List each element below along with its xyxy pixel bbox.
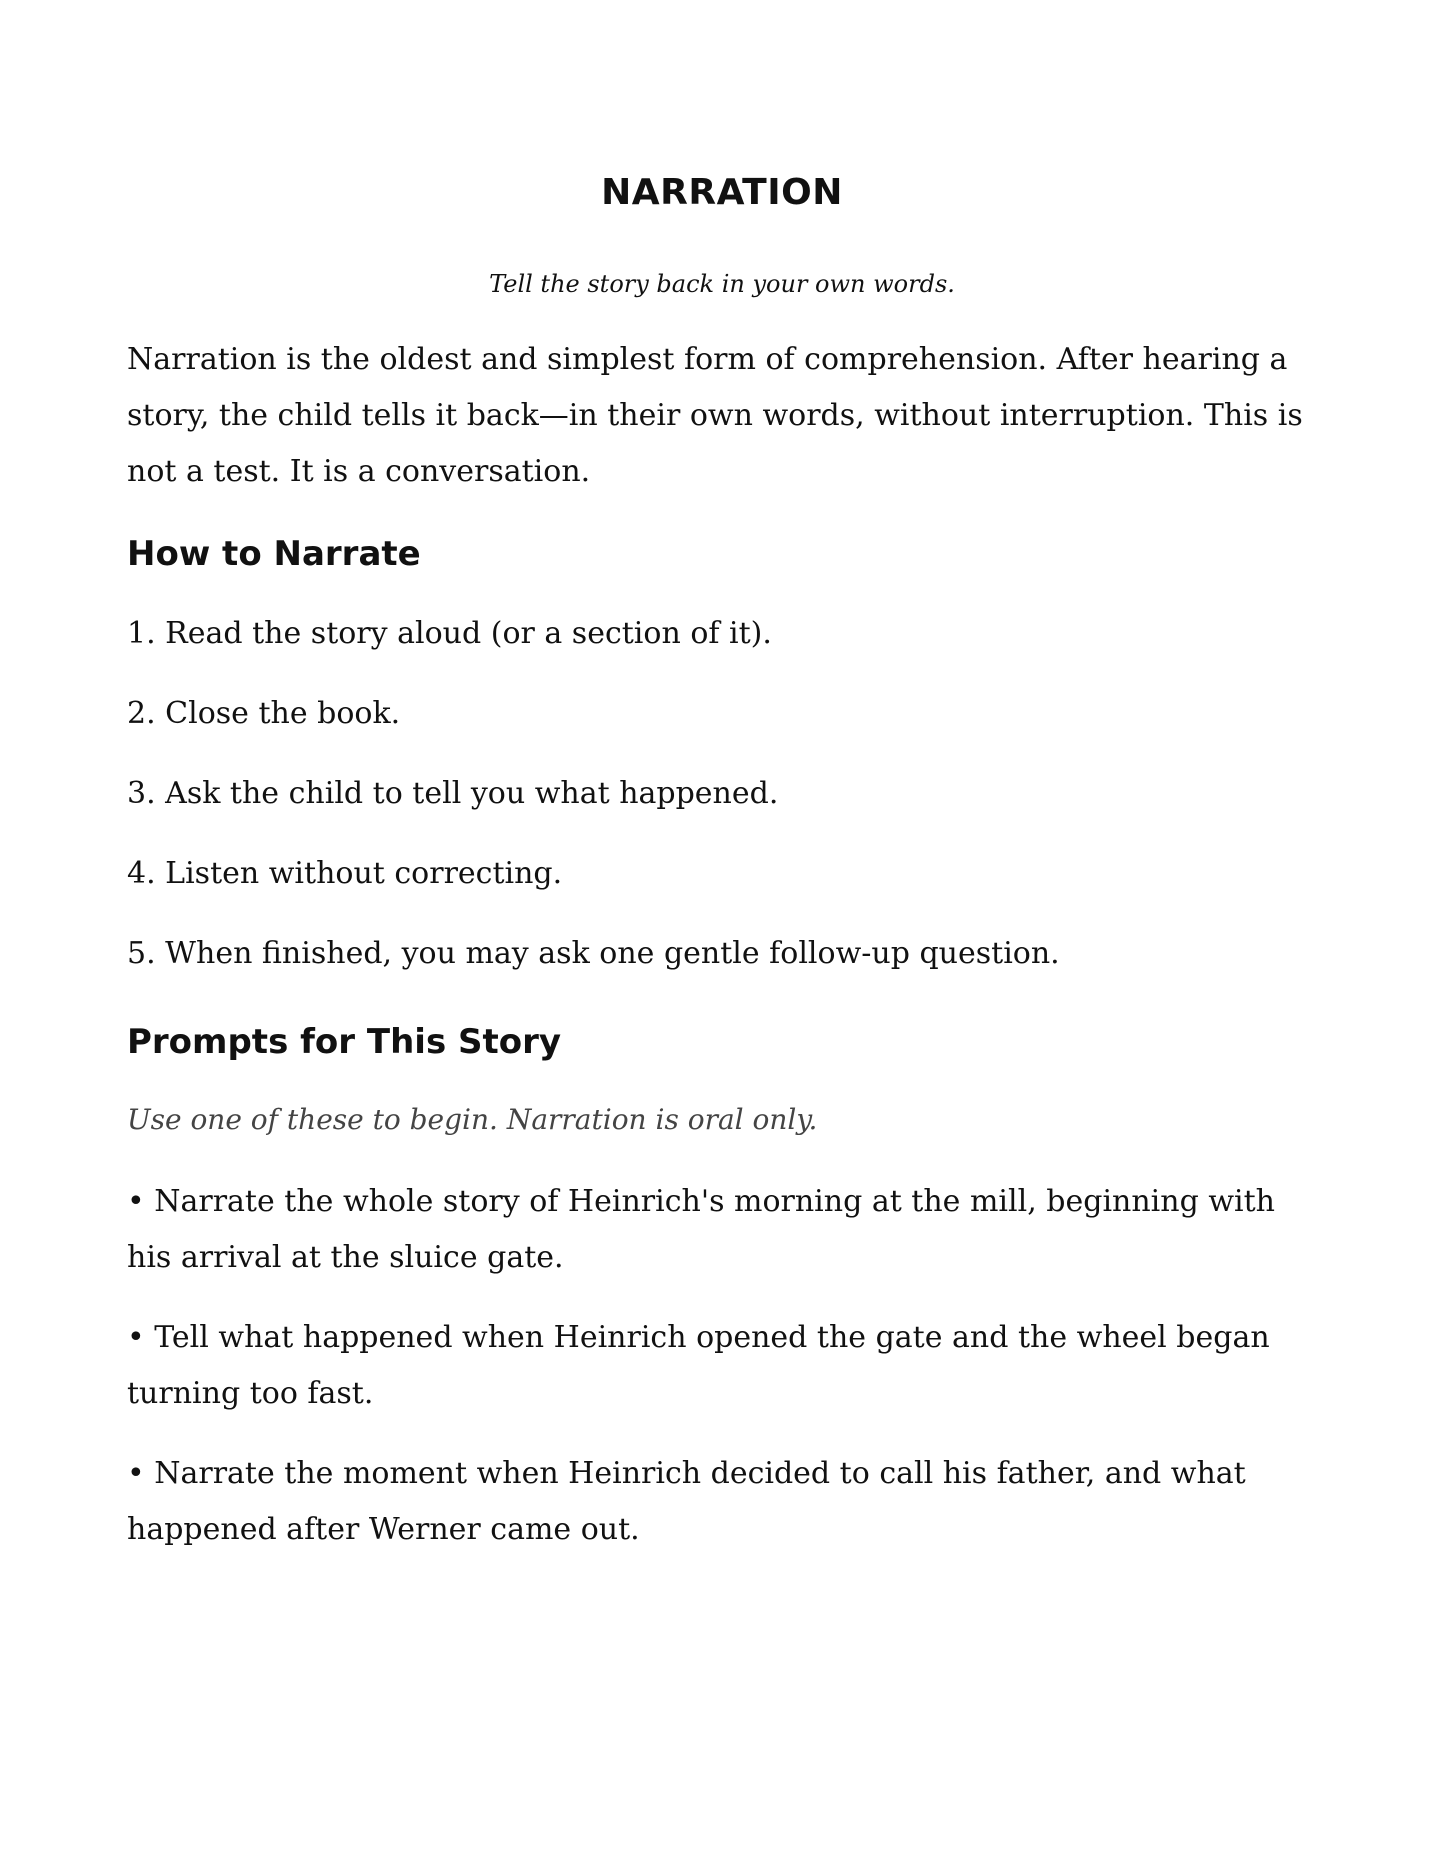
step-item: 4. Listen without correcting. bbox=[127, 856, 563, 891]
how-to-heading: How to Narrate bbox=[127, 534, 421, 574]
prompts-list bbox=[127, 1174, 1317, 1582]
step-item: 1. Read the story aloud (or a section of it). bbox=[127, 616, 772, 651]
steps-list bbox=[127, 612, 1317, 1012]
page-subtitle: Tell the story back in your own words. bbox=[489, 270, 955, 298]
step-item: 5. When finished, you may ask one gentle follow-up question. bbox=[127, 936, 1060, 971]
prompt-item: • Narrate the moment when Heinrich decided to call his father, and what happened after Werner came out. bbox=[127, 1456, 1246, 1547]
step-item: 2. Close the book. bbox=[127, 696, 401, 731]
prompt-item: • Tell what happened when Heinrich opened the gate and the wheel began turning too fast. bbox=[127, 1320, 1270, 1411]
prompts-heading: Prompts for This Story bbox=[127, 1022, 562, 1062]
page-title: NARRATION bbox=[601, 172, 843, 213]
prompt-item: • Narrate the whole story of Heinrich's morning at the mill, beginning with his arrival at the sluice gate. bbox=[127, 1184, 1275, 1275]
prompts-note: Use one of these to begin. Narration is oral only. bbox=[127, 1103, 818, 1136]
intro-paragraph: Narration is the oldest and simplest form of comprehension. After hearing a story, the child tells it back—in their own words, without interruption. This is not a test. It is a conversation. bbox=[127, 342, 1303, 489]
step-item: 3. Ask the child to tell you what happened. bbox=[127, 776, 779, 811]
